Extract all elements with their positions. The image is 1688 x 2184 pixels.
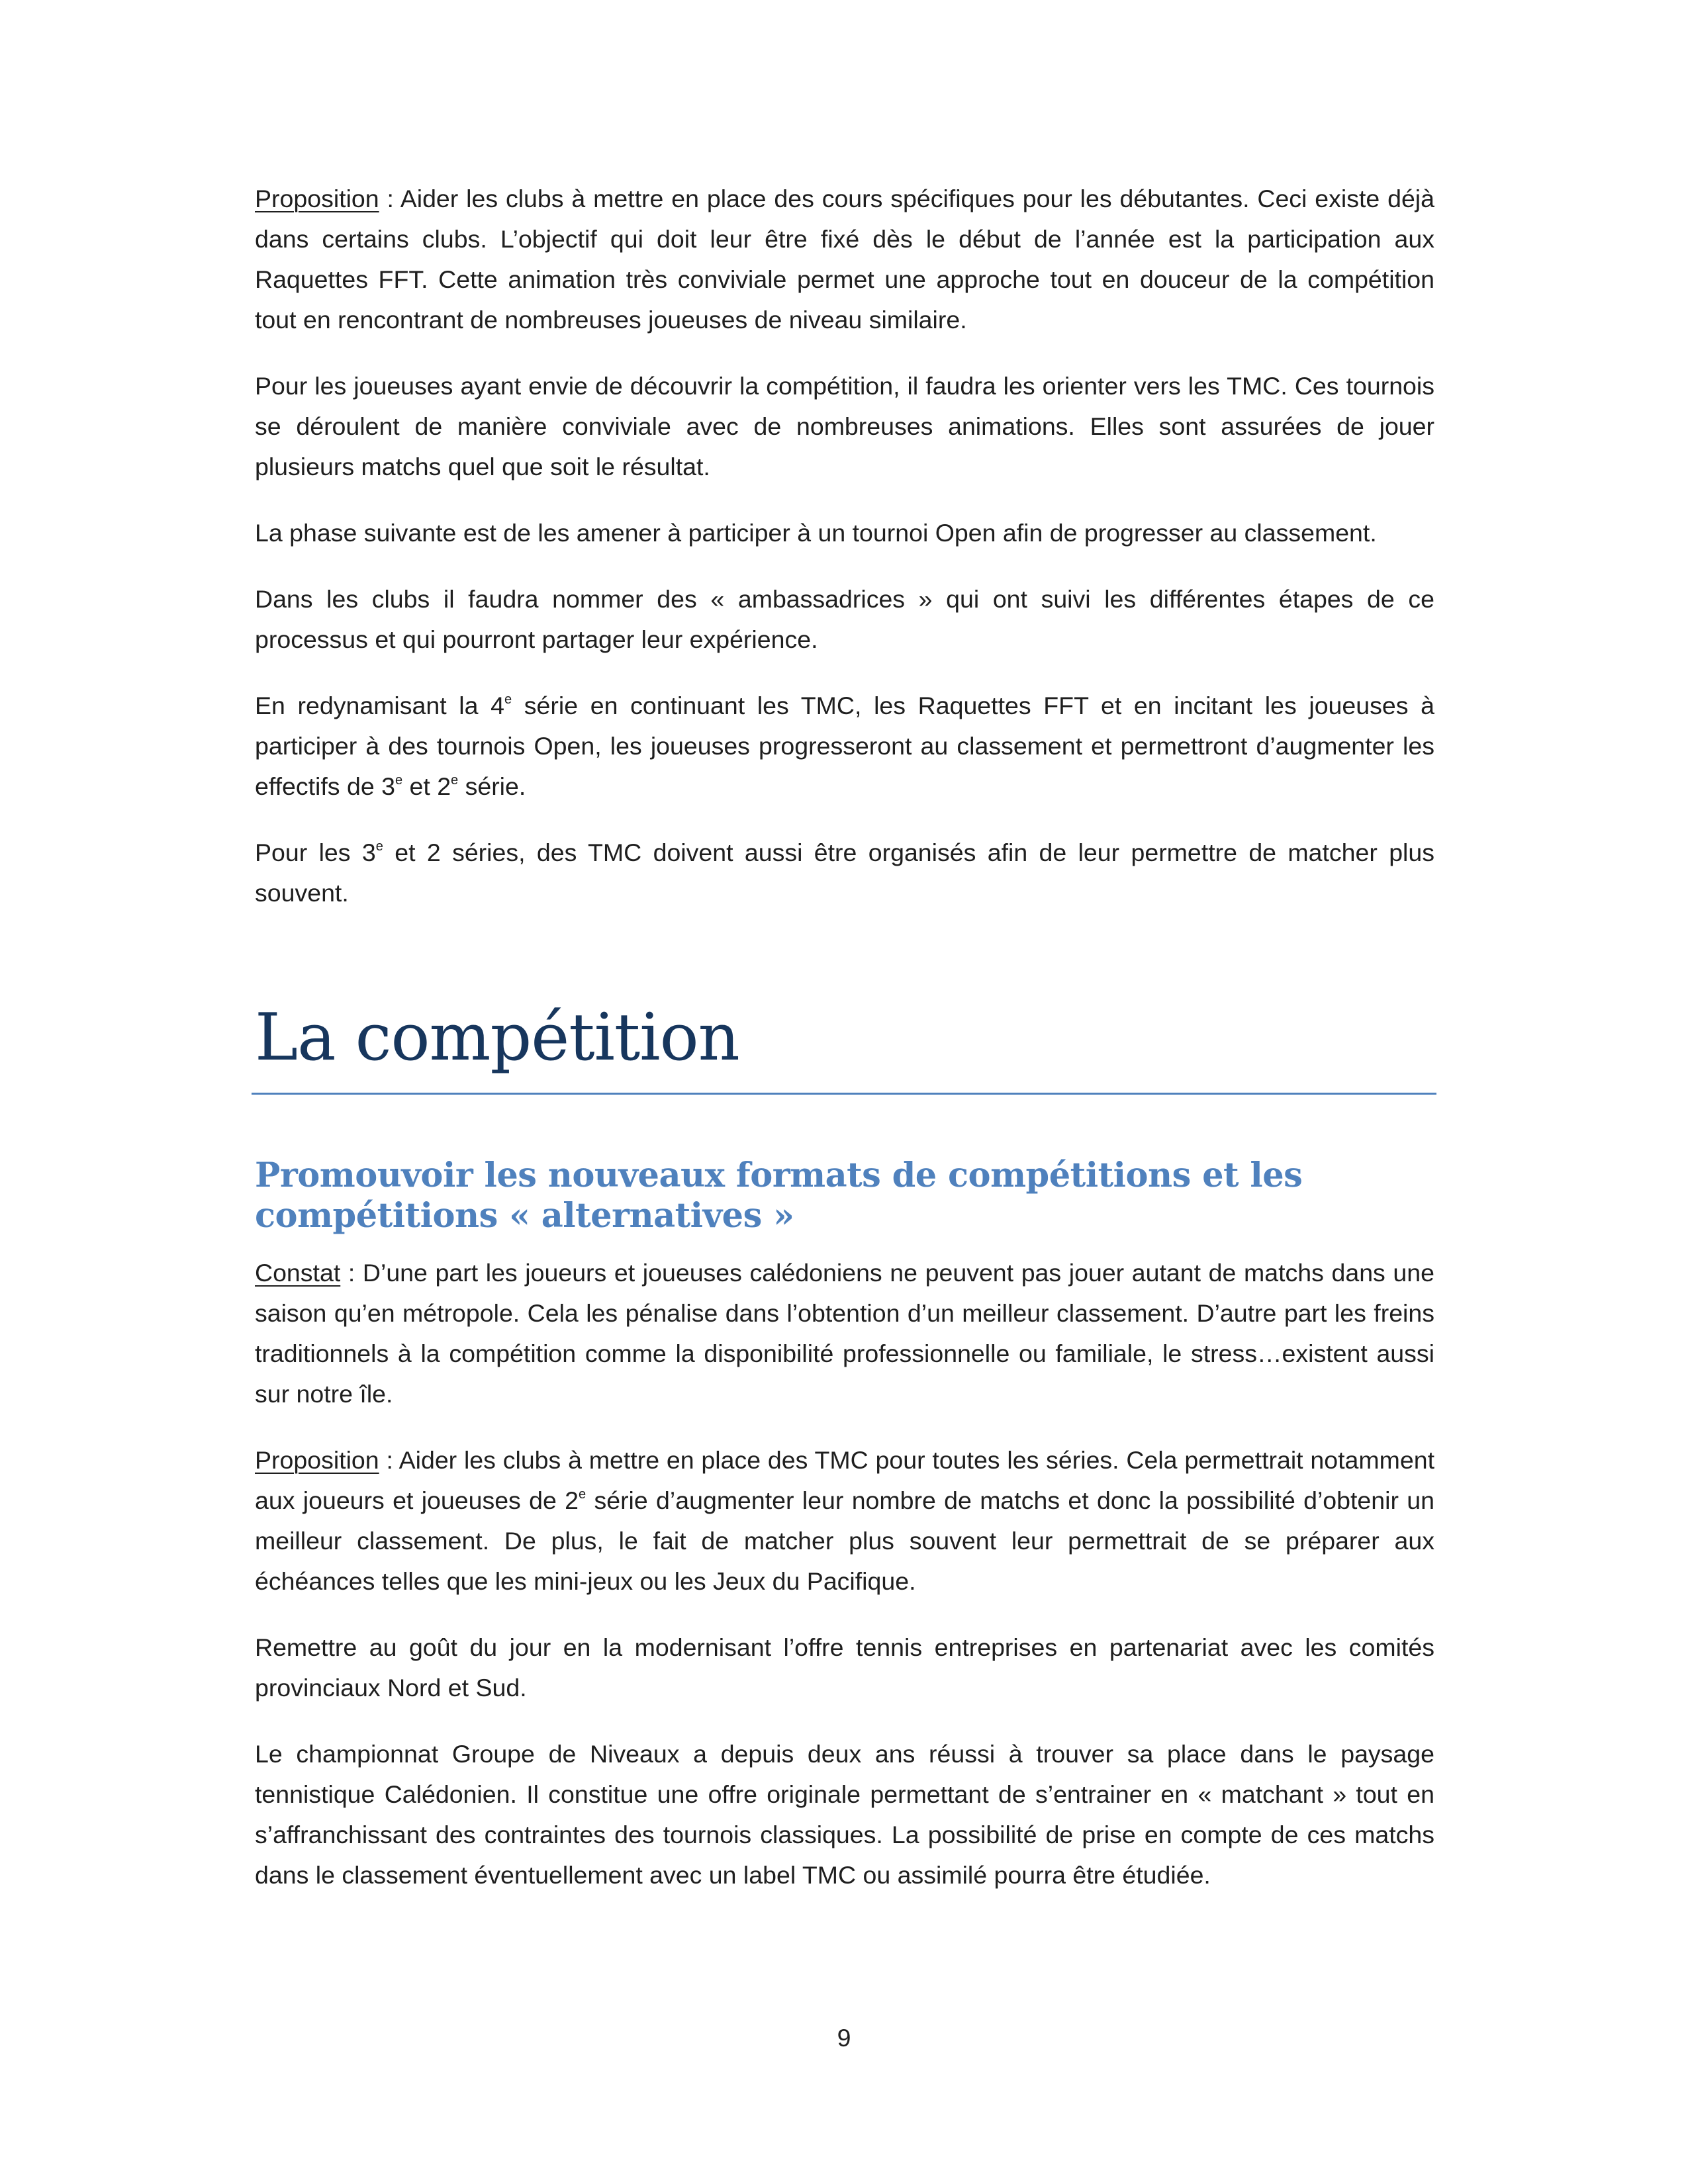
text-run: série d’augmenter leur nombre de matchs et donc la possibilité d’obtenir un meilleur classement. De plus, le fait de matcher plus souvent leur permettrait de se préparer aux échéances telles que les mini-jeux ou les Jeux du Pacifique. <box>255 1486 1434 1595</box>
paragraph-championnat: Le championnat Groupe de Niveaux a depuis deux ans réussi à trouver sa place dans le paysage tennistique Calédonien. Il constitue une offre originale permettant de s’entrainer en « matchant » tout en s’affranchissant des contraintes des tournois classiques. La possibilité de prise en compte de ces matchs dans le classement éventuellement avec un label TMC ou assimilé pourra être étudiée. <box>255 1740 1434 1889</box>
superscript: e <box>504 692 512 707</box>
subheading-nouveaux-formats: Promouvoir les nouveaux formats de compétitions et les compétitions « alternatives » <box>255 1156 1303 1236</box>
text-run: série. <box>458 772 526 800</box>
superscript: e <box>395 773 403 788</box>
superscript: e <box>451 773 459 788</box>
superscript: e <box>579 1487 586 1502</box>
section-one-body <box>255 179 1434 939</box>
heading-rule <box>252 1093 1436 1095</box>
text-run: En redynamisant la 4 <box>255 692 505 719</box>
constat-text: : D’une part les joueurs et joueuses calédoniens ne peuvent pas jouer autant de matchs dans une saison qu’en métropole. Cela les pénalise dans l’obtention d’un meilleur classement. D’autre part les freins traditionnels à la compétition comme la disponibilité professionnelle ou familiale, le stress…existent aussi sur notre île. <box>255 1259 1434 1408</box>
heading-la-competition: La compétition <box>255 1000 739 1075</box>
text-run: série en continuant les TMC, les Raquettes FFT et en incitant les joueuses à participer à des tournois Open, les joueuses progresseront au classement et permettront d’augmenter les effectifs de 3 <box>255 692 1434 800</box>
paragraph-ambassadrices: Dans les clubs il faudra nommer des « ambassadrices » qui ont suivi les différentes étapes de ce processus et qui pourront partager leur expérience. <box>255 585 1434 653</box>
paragraph-redynamisant <box>255 686 1434 807</box>
page-number: 9 <box>837 2024 851 2052</box>
paragraph-proposition <box>255 179 1434 340</box>
paragraph-proposition-tmc <box>255 1440 1434 1602</box>
proposition-label: Proposition <box>255 1446 379 1474</box>
text-run: et 2 séries, des TMC doivent aussi être organisés afin de leur permettre de matcher plus souvent. <box>255 839 1434 907</box>
constat-label: Constat <box>255 1259 341 1287</box>
proposition-label: Proposition <box>255 185 379 212</box>
paragraph-open: La phase suivante est de les amener à participer à un tournoi Open afin de progresser au classement. <box>255 519 1377 547</box>
proposition-text: : Aider les clubs à mettre en place des cours spécifiques pour les débutantes. Ceci existe déjà dans certains clubs. L’objectif qui doit leur être fixé dès le début de l’année est la participation aux Raquettes FFT. Cette animation très conviviale permet une approche tout en douceur de la compétition tout en rencontrant de nombreuses joueuses de niveau similaire. <box>255 185 1434 334</box>
text-run: : Aider les clubs à mettre en place des TMC pour toutes les séries. Cela permettrait notamment aux joueurs et joueuses de 2 <box>255 1446 1434 1514</box>
text-run: Pour les 3 <box>255 839 376 866</box>
section-two-body <box>255 1253 1434 1921</box>
paragraph-series <box>255 833 1434 913</box>
text-run: et 2 <box>402 772 451 800</box>
paragraph-tmc: Pour les joueuses ayant envie de découvrir la compétition, il faudra les orienter vers les TMC. Ces tournois se déroulent de manière conviviale avec de nombreuses animations. Elles sont assurées de jouer plusieurs matchs quel que soit le résultat. <box>255 372 1434 480</box>
superscript: e <box>375 839 383 854</box>
paragraph-constat <box>255 1253 1434 1414</box>
paragraph-entreprises: Remettre au goût du jour en la modernisant l’offre tennis entreprises en partenariat avec les comités provinciaux Nord et Sud. <box>255 1633 1434 1702</box>
